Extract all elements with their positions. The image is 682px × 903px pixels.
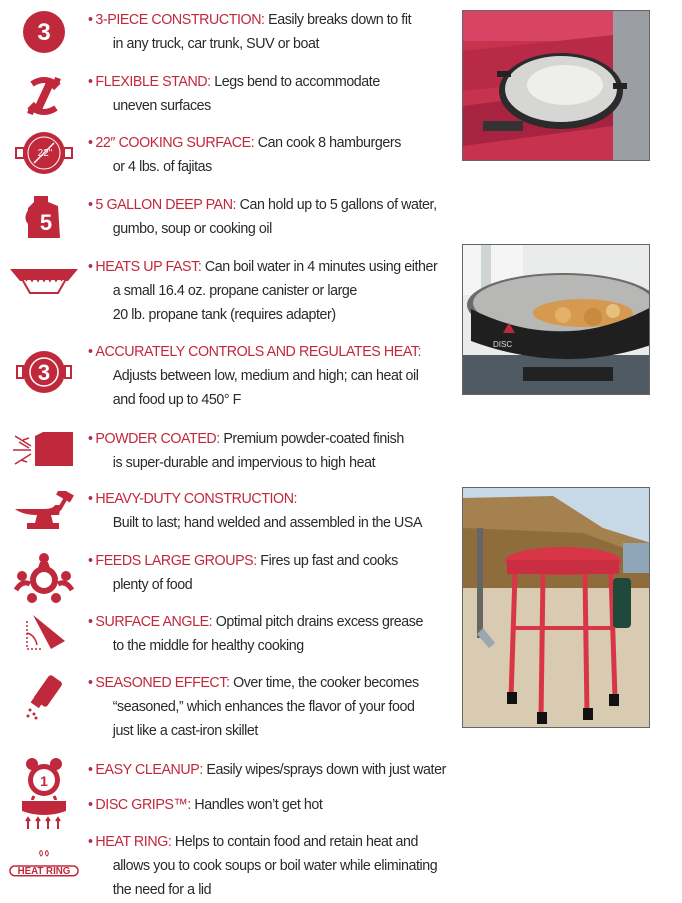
feature-desc-continued: is super-durable and impervious to high heat — [112, 454, 376, 471]
feature-desc-continued: to the middle for healthy cooking — [112, 637, 304, 654]
bullet: • — [88, 258, 93, 275]
photo-pan-on-stand — [462, 10, 650, 161]
feature-text — [88, 255, 443, 327]
beach-photo-image — [463, 488, 650, 728]
icon-label: 22" — [37, 148, 53, 159]
feature-desc: Legs bend to accommodate — [214, 73, 380, 90]
feature-desc: Handles won’t get hot — [194, 796, 323, 813]
flexible-stand-icon — [8, 74, 80, 118]
bullet: • — [88, 761, 93, 778]
feature-text — [88, 758, 446, 782]
feature-desc-continued: uneven surfaces — [112, 97, 211, 114]
icon-label: 3 — [37, 19, 51, 46]
feature-title: FLEXIBLE STAND: — [95, 73, 211, 90]
feature-desc: Can boil water in 4 minutes using either — [204, 258, 438, 275]
bullet: • — [88, 73, 93, 90]
feature-title: HEAVY-DUTY CONSTRUCTION: — [95, 490, 298, 507]
feature-text — [88, 549, 443, 597]
bullet: • — [88, 833, 93, 850]
feature-title: SEASONED EFFECT: — [95, 674, 230, 691]
feature-desc-continued: and food up to 450° F — [112, 391, 241, 408]
feature-desc-continued: in any truck, car trunk, SUV or boat — [112, 35, 320, 52]
cooking-photo-image — [463, 245, 650, 395]
feature-text — [88, 671, 443, 743]
feature-title: EASY CLEANUP: — [95, 761, 203, 778]
feature-title: DISC GRIPS™: — [95, 796, 191, 813]
icon-label: 5 — [39, 210, 53, 235]
feature-desc: Easily wipes/sprays down with just water — [206, 761, 446, 778]
icon-label: 1 — [40, 773, 48, 789]
feature-desc-continued: just like a cast-iron skillet — [112, 722, 258, 739]
feature-desc: Optimal pitch drains excess grease — [215, 613, 423, 630]
feature-text — [88, 340, 443, 412]
feature-desc-continued: 20 lb. propane tank (requires adapter) — [112, 306, 336, 323]
heat-dial-icon — [8, 350, 80, 394]
feature-text — [88, 793, 443, 817]
feature-desc: Can cook 8 hamburgers — [257, 134, 401, 151]
feature-text — [88, 70, 443, 118]
feature-desc-continued: gumbo, soup or cooking oil — [112, 220, 272, 237]
feature-title: 3-PIECE CONSTRUCTION: — [95, 11, 265, 28]
feature-desc-continued: “seasoned,” which enhances the flavor of your food — [112, 698, 415, 715]
feature-title: ACCURATELY CONTROLS AND REGULATES HEAT: — [95, 343, 422, 360]
bullet: • — [88, 552, 93, 569]
icon-label: 3 — [37, 360, 51, 385]
disc-grips-icon — [8, 791, 80, 835]
bullet: • — [88, 196, 93, 213]
heat-ring-icon — [8, 844, 80, 888]
feature-text — [88, 830, 443, 902]
feature-desc-continued: or 4 lbs. of fajitas — [112, 158, 212, 175]
bullet: • — [88, 674, 93, 691]
anvil-hammer-icon — [8, 489, 80, 533]
bullet: • — [88, 490, 93, 507]
feature-desc-continued: the need for a lid — [112, 881, 212, 898]
feature-title: HEAT RING: — [95, 833, 172, 850]
feature-desc-continued: plenty of food — [112, 576, 193, 593]
feature-desc: Can hold up to 5 gallons of water, — [239, 196, 437, 213]
feature-desc: Helps to contain food and retain heat and — [174, 833, 419, 850]
feature-title: 5 GALLON DEEP PAN: — [95, 196, 237, 213]
feature-title: 22″ COOKING SURFACE: — [95, 134, 255, 151]
cooking-surface-icon — [8, 131, 80, 175]
bullet: • — [88, 430, 93, 447]
bullet: • — [88, 11, 93, 28]
feature-desc: Premium powder-coated finish — [223, 430, 404, 447]
feature-text — [88, 427, 443, 475]
feature-desc: Easily breaks down to fit — [268, 11, 412, 28]
feature-desc: Fires up fast and cooks — [260, 552, 398, 569]
three-piece-icon — [8, 10, 80, 54]
feature-title: HEATS UP FAST: — [95, 258, 202, 275]
feature-text — [88, 193, 443, 241]
group-people-icon — [8, 555, 80, 599]
bullet: • — [88, 796, 93, 813]
pan-photo-image — [463, 11, 650, 161]
feature-title: SURFACE ANGLE: — [95, 613, 213, 630]
powder-coat-icon — [8, 429, 80, 473]
flame-pan-icon — [8, 257, 80, 301]
cooking-photo-logo: DISC — [493, 340, 513, 349]
bullet: • — [88, 134, 93, 151]
surface-angle-icon — [8, 612, 80, 656]
photo-cooking-food — [462, 244, 650, 395]
feature-desc-continued: Built to last; hand welded and assembled in the USA — [112, 514, 423, 531]
feature-text — [88, 131, 443, 179]
feature-desc-continued: a small 16.4 oz. propane canister or large — [112, 282, 357, 299]
photo-beach-cooker — [462, 487, 650, 728]
feature-title: POWDER COATED: — [95, 430, 220, 447]
feature-desc-continued: allows you to cook soups or boil water while eliminating — [112, 857, 438, 874]
bullet: • — [88, 343, 93, 360]
feature-text — [88, 610, 443, 658]
feature-desc: Over time, the cooker becomes — [233, 674, 419, 691]
feature-title: FEEDS LARGE GROUPS: — [95, 552, 257, 569]
gallon-jug-icon — [8, 195, 80, 239]
salt-shaker-icon — [8, 675, 80, 719]
bullet: • — [88, 613, 93, 630]
feature-text — [88, 487, 443, 535]
feature-desc-continued: Adjusts between low, medium and high; can heat oil — [112, 367, 419, 384]
feature-text — [88, 8, 443, 56]
icon-label: HEAT RING — [17, 865, 71, 877]
